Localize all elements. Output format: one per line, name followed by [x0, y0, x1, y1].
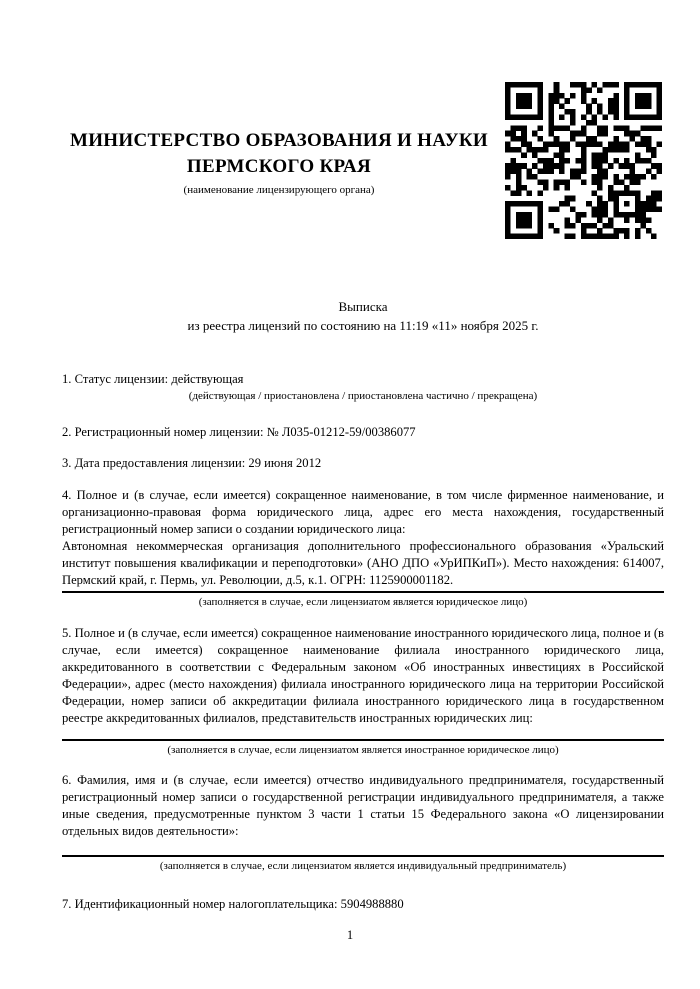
page-number: 1 [346, 928, 354, 942]
item-2-registration-number: 2. Регистрационный номер лицензии: № Л035-01212-59/00386077 [62, 425, 416, 439]
item-7-taxpayer-number: 7. Идентификационный номер налогоплательщика: 5904988880 [62, 897, 404, 911]
item-5-fill-line [62, 739, 664, 741]
item-6-fill-line [62, 855, 664, 857]
item-1-caption: (действующая / приостановлена / приостановлена частично / прекращена) [188, 390, 538, 402]
document-title-line2: из реестра лицензий по состоянию на 11:19 «11» ноября 2025 г. [187, 318, 539, 333]
item-5-foreign-entity-label: 5. Полное и (в случае, если имеется) сокращенное наименование иностранного юридического лица, полное и (в случае, если имеется) сокращенное наименование филиала иностранного юридического лица, аккредитованного в соответствии с Федеральным законом «Об иностранных инвестициях в Российской Федерации», адрес (место нахождения) филиала иностранного юридического лица на территории Российской Федерации, номер записи об аккредитации филиала иностранного юридического лица в государственном реестре аккредитованных филиалов, представительств иностранных юридических лиц: [62, 626, 664, 725]
document-title [62, 297, 664, 335]
item-1-license-status: 1. Статус лицензии: действующая [62, 372, 244, 386]
item-3-license-date: 3. Дата предоставления лицензии: 29 июня 2012 [62, 456, 322, 470]
document-body [62, 365, 664, 913]
item-6-entrepreneur-label: 6. Фамилия, имя и (в случае, если имеется) отчество индивидуального предпринимателя, государственный регистрационный номер записи о государственной регистрации индивидуального предпринимателя, а также иные сведения, предусмотренные пунктом 3 части 1 статьи 15 Федерального закона «О лицензировании отдельных видов деятельности»: [62, 773, 664, 838]
item-6-caption: (заполняется в случае, если лицензиатом является индивидуальный предприниматель) [159, 860, 567, 872]
qr-code-icon [505, 82, 662, 239]
item-5-caption: (заполняется в случае, если лицензиатом является иностранное юридическое лицо) [167, 744, 559, 756]
item-4-caption: (заполняется в случае, если лицензиатом является юридическое лицо) [198, 596, 528, 608]
item-4-legal-entity-value: Автономная некоммерческая организация дополнительного профессионального образования «Уральский институт повышения квалификации и переподготовки» (АНО ДПО «УрИПКиП»). Место нахождения: 614007, Пермский край, г. Пермь, ул. Революции, д.5, к.1. ОГРН: 1125900001182. [62, 539, 664, 587]
document-title-line1: Выписка [338, 299, 388, 314]
item-4-legal-entity-label: 4. Полное и (в случае, если имеется) сокращенное наименование, в том числе фирменное наименование, и организационно-правовая форма юридического лица, адрес его места нахождения, государственный регистрационный номер записи о создании юридического лица: [62, 488, 664, 536]
licensing-authority-header [62, 128, 496, 197]
item-4-fill-line [62, 591, 664, 593]
authority-name-line2: ПЕРМСКОГО КРАЯ [186, 156, 372, 177]
authority-caption: (наименование лицензирующего органа) [183, 184, 375, 196]
authority-name-line1: МИНИСТЕРСТВО ОБРАЗОВАНИЯ И НАУКИ [69, 130, 489, 151]
